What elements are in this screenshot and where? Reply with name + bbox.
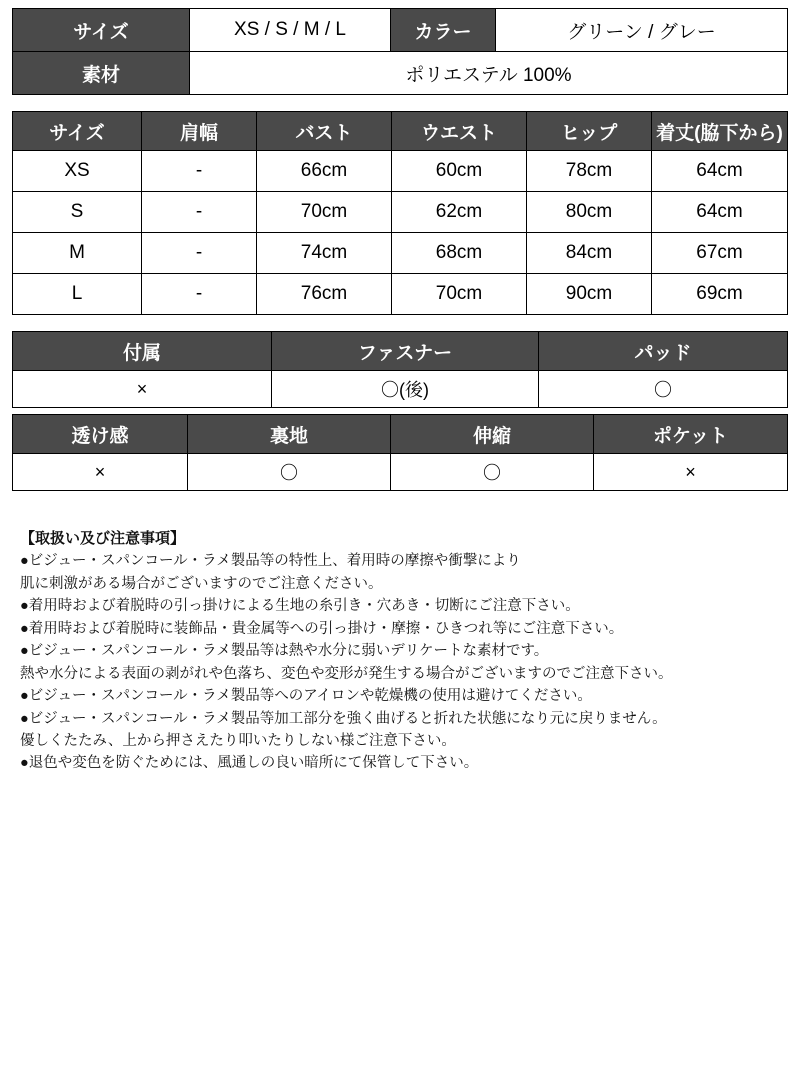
size-cell: - [142, 233, 257, 274]
size-cell: - [142, 192, 257, 233]
size-cell: XS [13, 151, 142, 192]
table-row [13, 192, 788, 233]
attach-header-accessory: 付属 [13, 332, 272, 371]
table-row [13, 274, 788, 315]
feature-value-stretch: 〇 [391, 454, 594, 491]
size-cell: 66cm [257, 151, 392, 192]
attachments-table [12, 331, 788, 408]
table-row [13, 52, 788, 95]
size-header-shoulder: 肩幅 [142, 112, 257, 151]
size-cell: 64cm [652, 192, 788, 233]
table-row [13, 9, 788, 52]
spec-label-size: サイズ [13, 9, 190, 52]
size-cell: 68cm [392, 233, 527, 274]
table-row [13, 454, 788, 491]
table-header-row [13, 112, 788, 151]
size-cell: 90cm [527, 274, 652, 315]
feature-value-lining: 〇 [188, 454, 391, 491]
size-cell: 80cm [527, 192, 652, 233]
feature-header-pocket: ポケット [594, 415, 788, 454]
size-cell: 74cm [257, 233, 392, 274]
table-row [13, 233, 788, 274]
size-cell: 67cm [652, 233, 788, 274]
size-cell: 69cm [652, 274, 788, 315]
size-cell: 60cm [392, 151, 527, 192]
features-table [12, 414, 788, 491]
size-cell: 70cm [257, 192, 392, 233]
attach-header-pad: パッド [539, 332, 788, 371]
size-cell: L [13, 274, 142, 315]
feature-value-sheerness: × [13, 454, 188, 491]
spec-value-material: ポリエステル 100% [190, 52, 788, 95]
table-row [13, 151, 788, 192]
table-header-row [13, 415, 788, 454]
size-cell: - [142, 274, 257, 315]
size-header-bust: バスト [257, 112, 392, 151]
size-table [12, 111, 788, 315]
care-note-line: ●ビジュー・スパンコール・ラメ製品等の特性上、着用時の摩擦や衝撃により [20, 553, 521, 570]
spec-table [12, 8, 788, 95]
spec-value-color: グリーン / グレー [496, 9, 788, 52]
size-cell: M [13, 233, 142, 274]
size-cell: 70cm [392, 274, 527, 315]
size-cell: 64cm [652, 151, 788, 192]
size-cell: 78cm [527, 151, 652, 192]
spec-value-size: XS / S / M / L [190, 9, 391, 52]
size-cell: S [13, 192, 142, 233]
attach-header-zipper: ファスナー [272, 332, 539, 371]
size-cell: 84cm [527, 233, 652, 274]
care-note-line: ●着用時および着脱時に装飾品・貴金属等への引っ掛け・摩擦・ひきつれ等にご注意下さい。 [20, 620, 624, 637]
care-note-line: 肌に刺激がある場合がございますのでご注意ください。 [20, 575, 383, 592]
size-header-hip: ヒップ [527, 112, 652, 151]
care-note-line: ●ビジュー・スパンコール・ラメ製品等は熱や水分に弱いデリケートな素材です。 [20, 643, 549, 660]
size-header-size: サイズ [13, 112, 142, 151]
spec-label-material: 素材 [13, 52, 190, 95]
table-header-row [13, 332, 788, 371]
care-note-line: ●着用時および着脱時の引っ掛けによる生地の糸引き・穴あき・切断にご注意下さい。 [20, 598, 580, 615]
spec-label-color: カラー [391, 9, 496, 52]
feature-header-lining: 裏地 [188, 415, 391, 454]
care-notes-title: 【取扱い及び注意事項】 [20, 530, 186, 547]
table-row [13, 371, 788, 408]
care-note-line: ●退色や変色を防ぐためには、風通しの良い暗所にて保管して下さい。 [20, 755, 479, 772]
attach-value-pad: 〇 [539, 371, 788, 408]
attach-value-zipper: 〇(後) [272, 371, 539, 408]
care-notes [12, 527, 788, 775]
care-note-line: ●ビジュー・スパンコール・ラメ製品等加工部分を強く曲げると折れた状態になり元に戻りません。 [20, 710, 667, 727]
care-note-line: 熱や水分による表面の剥がれや色落ち、変色や変形が発生する場合がございますのでご注意下さい。 [20, 665, 673, 682]
size-header-waist: ウエスト [392, 112, 527, 151]
feature-header-stretch: 伸縮 [391, 415, 594, 454]
size-header-length: 着丈(脇下から) [652, 112, 788, 151]
size-cell: - [142, 151, 257, 192]
feature-header-sheerness: 透け感 [13, 415, 188, 454]
feature-value-pocket: × [594, 454, 788, 491]
care-note-line: 優しくたたみ、上から押さえたり叩いたりしない様ご注意下さい。 [20, 733, 456, 749]
attach-value-accessory: × [13, 371, 272, 408]
care-note-line: ●ビジュー・スパンコール・ラメ製品等へのアイロンや乾燥機の使用は避けてください。 [20, 688, 592, 705]
size-cell: 76cm [257, 274, 392, 315]
size-cell: 62cm [392, 192, 527, 233]
